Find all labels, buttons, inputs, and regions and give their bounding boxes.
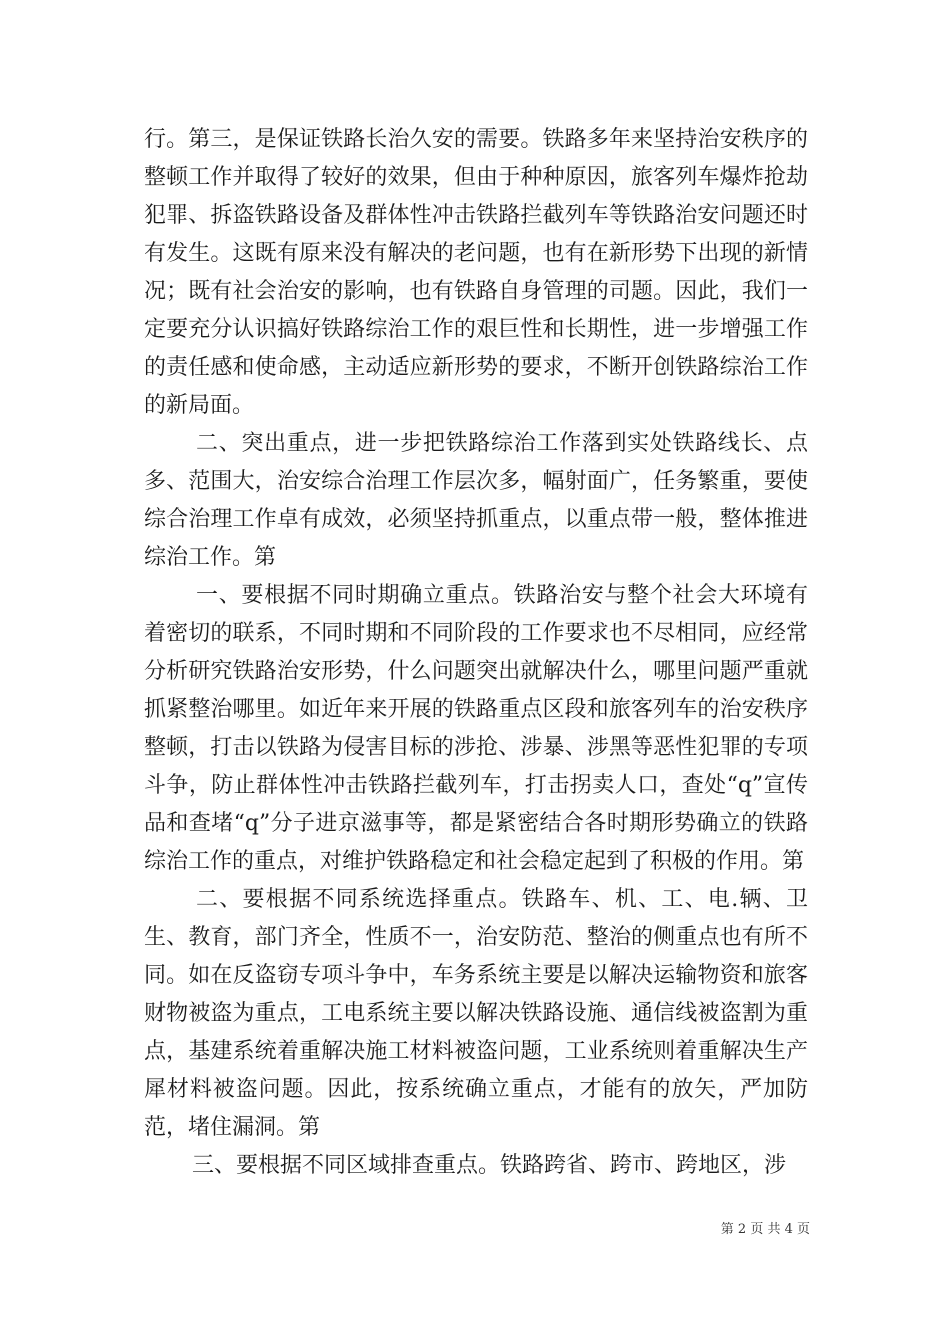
paragraph-4: 二、要根据不同系统选择重点。铁路车、机、工、电.辆、卫生、教育，部门齐全，性质不一，治安防范、整治的侧重点也有所不同。如在反盗窃专项斗争中，车务系统主要是以解决运输物资和旅客财物被盗为重点，工电系统主要以解决铁路设施、通信线被盗割为重点，基建系统着重解决施工材料被盗问题，工业系统则着重解决生产犀材料被盗问题。因此，按系统确立重点，才能有的放矢，严加防范，堵住漏洞。第 (144, 887, 808, 1140)
paragraph-3: 一、要根据不同时期确立重点。铁路治安与整个社会大环境有着密切的联系，不同时期和不同阶段的工作要求也不尽相同，应经常分析研究铁路治安形势，什么问题突出就解决什么，哪里问题严重就抓紧整治哪里。如近年来开展的铁路重点区段和旅客列车的治安秩序整顿，打击以铁路为侵害目标的涉抢、涉暴、涉黑等恶性犯罪的专项斗争，防止群体性冲击铁路拦截列车，打击拐卖人口，查处“q”宣传品和查堵“q”分子进京滋事等，都是紧密结合各时期形势确立的铁路综治工作的重点，对维护铁路稳定和社会稳定起到了积极的作用。第 (144, 583, 808, 874)
document-body (144, 121, 808, 1185)
paragraph-5: 三、要根据不同区域排查重点。铁路跨省、跨市、跨地区，涉 (192, 1153, 787, 1178)
paragraph-2: 二、突出重点，进一步把铁路综治工作落到实处铁路线长、点多、范围大，治安综合治理工作层次多，幅射面广，任务繁重，要使综合治理工作卓有成效，必须坚持抓重点，以重点带一般，整体推进综治工作。第 (144, 431, 808, 570)
paragraph-1: 行。第三，是保证铁路长治久安的需要。铁路多年来坚持治安秩序的整顿工作并取得了较好的效果，但由于种种原因，旅客列车爆炸抢劫犯罪、拆盗铁路设备及群体性冲击铁路拦截列车等铁路治安问题还时有发生。这既有原来没有解决的老问题，也有在新形势下出现的新情况；既有社会治安的影响，也有铁路自身管理的司题。因此，我们一定要充分认识搞好铁路综治工作的艰巨性和长期性，进一步增强工作的责任感和使命感，主动适应新形势的要求，不断开创铁路综治工作的新局面。 (144, 127, 808, 418)
page-number-footer: 第 2 页 共 4 页 (720, 1222, 810, 1237)
